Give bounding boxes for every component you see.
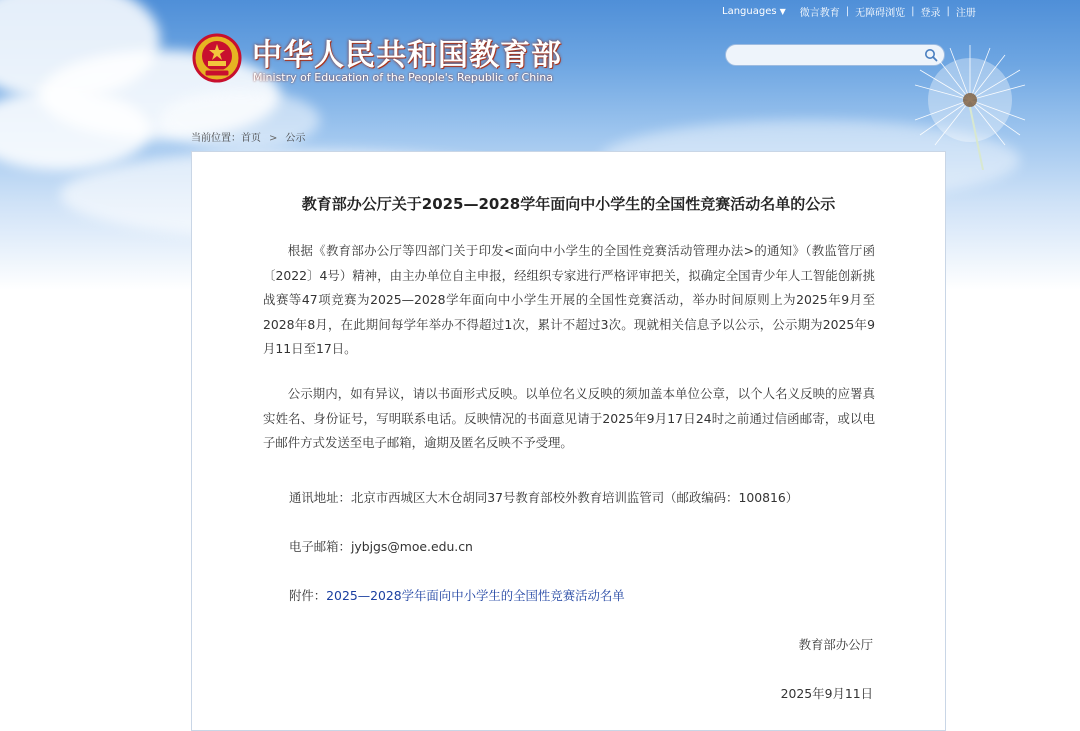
separator: | <box>946 6 950 17</box>
article-card <box>191 151 946 731</box>
attachment-link[interactable]: 2025—2028学年面向中小学生的全国性竞赛活动名单 <box>326 588 625 603</box>
site-subtitle: Ministry of Education of the People's Republic of China <box>253 71 553 84</box>
attachment-line <box>289 586 625 604</box>
chevron-down-icon: ▼ <box>779 7 786 16</box>
weibo-link[interactable]: 微言教育 <box>799 8 840 19</box>
address-line: 通讯地址：北京市西城区大木仓胡同37号教育部校外教育培训监管司（邮政编码：100816） <box>289 490 799 505</box>
article-date: 2025年9月11日 <box>780 686 873 701</box>
breadcrumb-label: 当前位置： <box>191 133 241 144</box>
attachment-label: 附件： <box>289 588 327 603</box>
separator: | <box>911 6 915 17</box>
separator: | <box>845 6 850 17</box>
article-title: 教育部办公厅关于2025—2028学年面向中小学生的全国性竞赛活动名单的公示 <box>301 195 836 213</box>
accessibility-link[interactable]: 无障碍浏览 <box>855 8 906 19</box>
breadcrumb-notice-link[interactable]: 公示 <box>285 133 306 144</box>
breadcrumb <box>191 129 305 144</box>
national-emblem-icon <box>192 33 242 83</box>
languages-menu[interactable] <box>722 6 786 17</box>
email-line: 电子邮箱：jybjgs@moe.edu.cn <box>289 539 473 554</box>
article-paragraph: 公示期内，如有异议，请以书面形式反映。以单位名义反映的须加盖本单位公章，以个人名义反映的应署真实姓名、身份证号，写明联系电话。反映情况的书面意见请于2025年9月17日24时之前通过信函邮寄，或以电子邮件方式发送至电子邮箱，逾期及匿名反映不予受理。 <box>263 386 875 450</box>
login-link[interactable]: 登录 <box>920 8 941 19</box>
signature: 教育部办公厅 <box>798 637 873 652</box>
top-nav <box>722 4 976 19</box>
search-input[interactable] <box>736 45 925 65</box>
breadcrumb-separator: > <box>269 133 278 144</box>
article-paragraph: 根据《教育部办公厅等四部门关于印发<面向中小学生的全国性竞赛活动管理办法>的通知》（教监管厅函〔2022〕4号）精神，由主办单位自主申报，经组织专家进行严格评审把关，拟确定全国青少年人工智能创新挑战赛等47项竞赛为2025—2028学年面向中小学生开展的全国性竞赛活动，举办时间原则上为2025年9月至2028年8月，在此期间每学年举办不得超过1次，累计不超过3次。现就相关信息予以公示，公示期为2025年9月11日至17日。 <box>263 243 875 356</box>
languages-label: Languages <box>722 6 777 17</box>
site-title: 中华人民共和国教育部 <box>252 38 562 73</box>
register-link[interactable]: 注册 <box>955 8 976 19</box>
breadcrumb-home-link[interactable]: 首页 <box>241 133 261 144</box>
